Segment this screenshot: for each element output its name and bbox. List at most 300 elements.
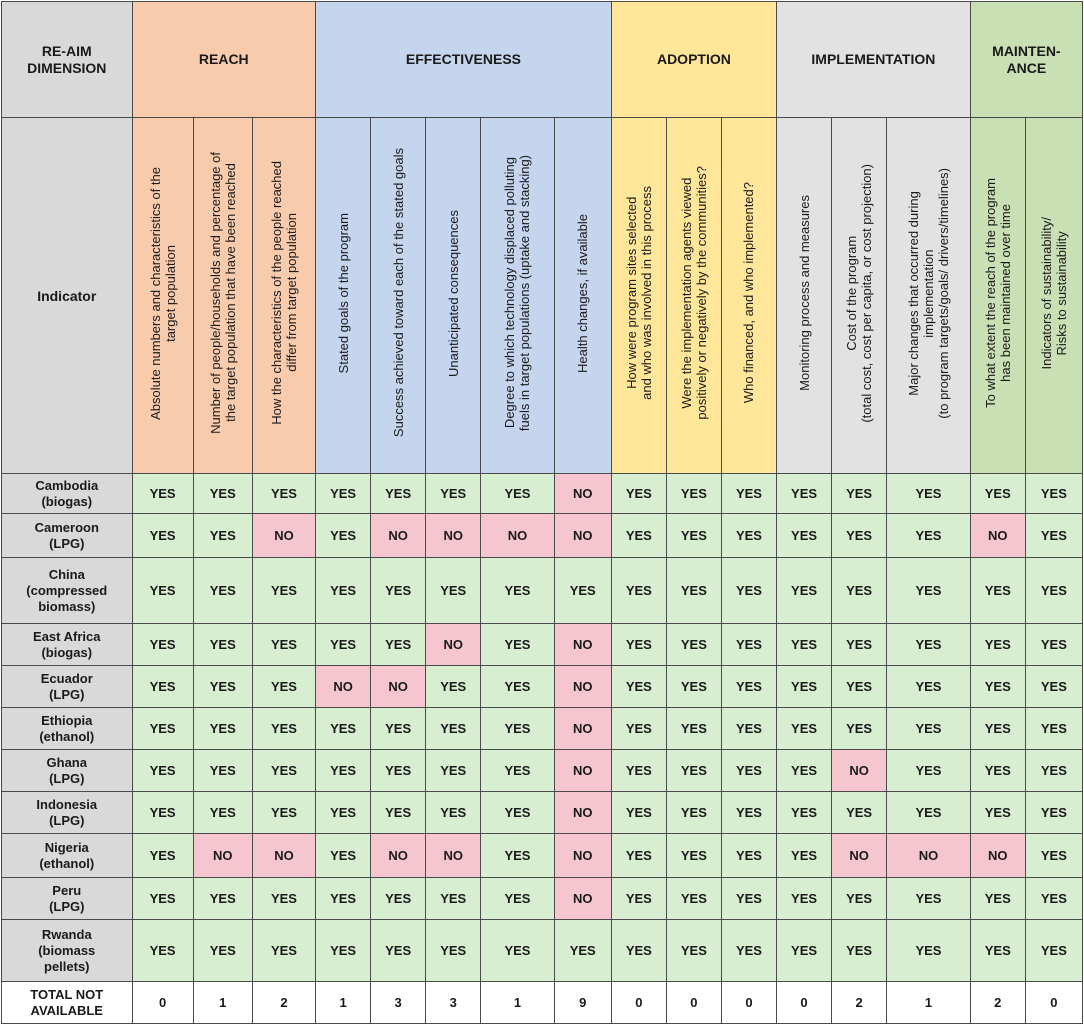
yes-cell: YES	[832, 792, 887, 834]
yes-cell: YES	[132, 834, 193, 878]
yes-cell: YES	[132, 708, 193, 750]
yes-cell: YES	[666, 834, 721, 878]
yes-cell: YES	[481, 834, 554, 878]
category-label: ADOPTION	[656, 51, 731, 67]
no-cell: NO	[554, 514, 611, 558]
indicator-header	[666, 118, 721, 474]
indicator-header	[132, 118, 193, 474]
yes-cell: YES	[777, 474, 832, 514]
table-row	[2, 514, 1083, 558]
no-cell: NO	[554, 624, 611, 666]
yes-cell: YES	[666, 624, 721, 666]
no-cell: NO	[554, 666, 611, 708]
yes-cell: YES	[252, 474, 315, 514]
yes-cell: YES	[371, 878, 426, 920]
yes-cell: YES	[970, 750, 1025, 792]
yes-cell: YES	[887, 514, 971, 558]
text-line: Absolute numbers and characteristics of the	[147, 166, 163, 420]
text-line: the target population that have been reached	[222, 163, 238, 423]
indicator-header	[316, 118, 371, 474]
yes-cell: YES	[252, 750, 315, 792]
total-cell: 1	[193, 982, 252, 1024]
total-cell: 0	[1025, 982, 1082, 1024]
yes-cell: YES	[970, 920, 1025, 982]
yes-cell: YES	[252, 624, 315, 666]
category-label: IMPLEMENTATION	[811, 51, 936, 67]
text-line: Success achieved toward each of the stated goals	[390, 148, 406, 438]
yes-cell: YES	[132, 474, 193, 514]
text-line: (ethanol)	[39, 728, 95, 744]
country-label	[2, 708, 133, 750]
yes-cell: YES	[481, 920, 554, 982]
table-row	[2, 878, 1083, 920]
yes-cell: YES	[316, 708, 371, 750]
yes-cell: YES	[666, 708, 721, 750]
yes-cell: YES	[721, 750, 776, 792]
total-cell: 3	[426, 982, 481, 1024]
indicator-text	[446, 210, 461, 377]
yes-cell: YES	[426, 878, 481, 920]
table-row	[2, 474, 1083, 514]
yes-cell: YES	[193, 624, 252, 666]
category-implementation	[777, 2, 971, 118]
text-line: Cost of the program	[844, 235, 860, 351]
no-cell: NO	[316, 666, 371, 708]
no-cell: NO	[832, 750, 887, 792]
indicator-text	[1039, 217, 1069, 369]
no-cell: NO	[554, 474, 611, 514]
yes-cell: YES	[132, 920, 193, 982]
yes-cell: YES	[970, 792, 1025, 834]
yes-cell: YES	[611, 878, 666, 920]
yes-cell: YES	[832, 708, 887, 750]
total-cell: 0	[132, 982, 193, 1024]
text-line: China	[48, 566, 85, 582]
text-line: Peru	[52, 882, 82, 898]
indicator-header	[481, 118, 554, 474]
yes-cell: YES	[252, 792, 315, 834]
total-cell: 0	[666, 982, 721, 1024]
yes-cell: YES	[371, 792, 426, 834]
no-cell: NO	[554, 834, 611, 878]
text-line: has been maintained over time	[997, 204, 1013, 382]
yes-cell: YES	[832, 624, 887, 666]
yes-cell: YES	[777, 558, 832, 624]
text-line: East Africa	[33, 628, 101, 644]
yes-cell: YES	[611, 624, 666, 666]
yes-cell: YES	[777, 834, 832, 878]
no-cell: NO	[193, 834, 252, 878]
indicator-header-row	[2, 118, 1083, 474]
yes-cell: YES	[193, 792, 252, 834]
category-mainten-ance	[970, 2, 1082, 118]
text-line: positively or negatively by the communities?	[693, 166, 709, 420]
indicator-text	[336, 213, 351, 373]
yes-cell: YES	[777, 624, 832, 666]
text-line: (total cost, cost per capita, or cost projection)	[859, 163, 875, 423]
indicator-text	[906, 168, 951, 419]
yes-cell: YES	[666, 514, 721, 558]
dimension-header-label	[2, 2, 133, 118]
text-line: (compressed	[26, 582, 108, 598]
yes-cell: YES	[252, 558, 315, 624]
dimension-label: RE-AIM DIMENSION	[27, 42, 107, 76]
yes-cell: YES	[316, 878, 371, 920]
yes-cell: YES	[611, 750, 666, 792]
no-cell: NO	[252, 514, 315, 558]
category-reach	[132, 2, 316, 118]
yes-cell: YES	[426, 750, 481, 792]
indicator-header	[371, 118, 426, 474]
yes-cell: YES	[721, 792, 776, 834]
yes-cell: YES	[132, 750, 193, 792]
text-line: (ethanol)	[39, 855, 95, 871]
text-line: (LPG)	[49, 898, 85, 914]
text-line: and who was involved in this process	[638, 186, 654, 400]
yes-cell: YES	[132, 558, 193, 624]
no-cell: NO	[481, 514, 554, 558]
total-cell: 9	[554, 982, 611, 1024]
country-label	[2, 558, 133, 624]
yes-cell: YES	[132, 514, 193, 558]
yes-cell: YES	[1025, 878, 1082, 920]
indicator-header	[970, 118, 1025, 474]
no-cell: NO	[371, 514, 426, 558]
yes-cell: YES	[611, 474, 666, 514]
table-row	[2, 666, 1083, 708]
text-line: Who financed, and who implemented?	[741, 182, 757, 404]
yes-cell: YES	[970, 878, 1025, 920]
table-row	[2, 624, 1083, 666]
country-label	[2, 792, 133, 834]
yes-cell: YES	[777, 708, 832, 750]
text-line: pellets)	[44, 958, 90, 974]
yes-cell: YES	[832, 558, 887, 624]
yes-cell: YES	[666, 792, 721, 834]
yes-cell: YES	[611, 708, 666, 750]
text-line: TOTAL NOT	[30, 986, 104, 1002]
indicator-header	[1025, 118, 1082, 474]
no-cell: NO	[426, 624, 481, 666]
table-row	[2, 834, 1083, 878]
yes-cell: YES	[721, 920, 776, 982]
yes-cell: YES	[721, 514, 776, 558]
indicator-header	[832, 118, 887, 474]
yes-cell: YES	[721, 624, 776, 666]
no-cell: NO	[371, 834, 426, 878]
yes-cell: YES	[132, 792, 193, 834]
country-label	[2, 474, 133, 514]
country-label	[2, 624, 133, 666]
category-label: MAINTEN-ANCE	[992, 42, 1061, 76]
yes-cell: YES	[426, 708, 481, 750]
category-adoption	[611, 2, 776, 118]
indicator-text	[844, 164, 874, 423]
total-not-available-label	[2, 982, 133, 1024]
yes-cell: YES	[193, 750, 252, 792]
yes-cell: YES	[193, 920, 252, 982]
yes-cell: YES	[316, 474, 371, 514]
text-line: Rwanda	[41, 926, 92, 942]
yes-cell: YES	[887, 708, 971, 750]
yes-cell: YES	[193, 708, 252, 750]
yes-cell: YES	[611, 792, 666, 834]
yes-cell: YES	[481, 474, 554, 514]
yes-cell: YES	[1025, 624, 1082, 666]
no-cell: NO	[426, 514, 481, 558]
yes-cell: YES	[371, 624, 426, 666]
no-cell: NO	[887, 834, 971, 878]
indicator-header	[554, 118, 611, 474]
yes-cell: YES	[887, 666, 971, 708]
yes-cell: YES	[426, 792, 481, 834]
text-line: How were program sites selected	[623, 196, 639, 390]
text-line: Unanticipated consequences	[445, 209, 461, 377]
indicator-text	[624, 186, 654, 400]
yes-cell: YES	[970, 666, 1025, 708]
yes-cell: YES	[316, 514, 371, 558]
yes-cell: YES	[316, 920, 371, 982]
no-cell: NO	[970, 834, 1025, 878]
yes-cell: YES	[426, 474, 481, 514]
table-row	[2, 920, 1083, 982]
text-line: implementation	[920, 248, 936, 338]
text-line: AVAILABLE	[30, 1002, 103, 1018]
indicator-header	[721, 118, 776, 474]
table-row	[2, 792, 1083, 834]
yes-cell: YES	[252, 708, 315, 750]
yes-cell: YES	[252, 666, 315, 708]
yes-cell: YES	[371, 558, 426, 624]
yes-cell: YES	[1025, 666, 1082, 708]
yes-cell: YES	[371, 708, 426, 750]
yes-cell: YES	[721, 708, 776, 750]
yes-cell: YES	[132, 624, 193, 666]
yes-cell: YES	[832, 514, 887, 558]
text-line: Indicators of sustainability/	[1038, 216, 1054, 370]
yes-cell: YES	[371, 750, 426, 792]
no-cell: NO	[426, 834, 481, 878]
category-label: REACH	[198, 51, 249, 67]
yes-cell: YES	[887, 750, 971, 792]
yes-cell: YES	[426, 558, 481, 624]
total-cell: 2	[832, 982, 887, 1024]
text-line: (LPG)	[49, 535, 85, 551]
yes-cell: YES	[481, 878, 554, 920]
text-line: (biomass	[38, 942, 96, 958]
yes-cell: YES	[1025, 474, 1082, 514]
category-effectiveness	[316, 2, 612, 118]
yes-cell: YES	[316, 750, 371, 792]
re-aim-table	[1, 1, 1083, 1024]
yes-cell: YES	[721, 878, 776, 920]
yes-cell: YES	[316, 834, 371, 878]
yes-cell: YES	[193, 666, 252, 708]
yes-cell: YES	[777, 920, 832, 982]
text-line: Monitoring process and measures	[796, 195, 812, 391]
yes-cell: YES	[666, 920, 721, 982]
yes-cell: YES	[721, 474, 776, 514]
total-cell: 1	[316, 982, 371, 1024]
yes-cell: YES	[316, 558, 371, 624]
no-cell: NO	[371, 666, 426, 708]
yes-cell: YES	[721, 558, 776, 624]
yes-cell: YES	[777, 514, 832, 558]
yes-cell: YES	[832, 878, 887, 920]
text-line: (biogas)	[41, 493, 93, 509]
total-cell: 3	[371, 982, 426, 1024]
yes-cell: YES	[666, 474, 721, 514]
indicator-header-label	[2, 118, 133, 474]
yes-cell: YES	[611, 920, 666, 982]
table-row	[2, 558, 1083, 624]
country-label	[2, 834, 133, 878]
indicator-header	[777, 118, 832, 474]
indicator-text	[679, 166, 709, 420]
yes-cell: YES	[721, 666, 776, 708]
yes-cell: YES	[777, 878, 832, 920]
yes-cell: YES	[316, 624, 371, 666]
indicator-header	[611, 118, 666, 474]
indicator-text	[502, 155, 532, 431]
text-line: Degree to which technology displaced polluting	[502, 157, 518, 429]
yes-cell: YES	[481, 792, 554, 834]
total-cell: 2	[252, 982, 315, 1024]
yes-cell: YES	[426, 920, 481, 982]
yes-cell: YES	[1025, 834, 1082, 878]
no-cell: NO	[832, 834, 887, 878]
yes-cell: YES	[252, 878, 315, 920]
indicator-text	[208, 152, 238, 434]
yes-cell: YES	[666, 878, 721, 920]
text-line: Ethiopia	[41, 712, 93, 728]
yes-cell: YES	[887, 474, 971, 514]
text-line: Cambodia	[35, 477, 99, 493]
indicator-text	[983, 178, 1013, 408]
text-line: How the characteristics of the people reached	[268, 161, 284, 425]
text-line: To what extent the reach of the program	[982, 178, 998, 408]
text-line: Major changes that occurred during	[905, 190, 921, 396]
total-cell: 0	[777, 982, 832, 1024]
yes-cell: YES	[970, 474, 1025, 514]
total-cell: 0	[721, 982, 776, 1024]
yes-cell: YES	[371, 920, 426, 982]
text-line: Indonesia	[36, 796, 98, 812]
indicator-text	[148, 167, 178, 420]
total-cell: 0	[611, 982, 666, 1024]
yes-cell: YES	[1025, 514, 1082, 558]
yes-cell: YES	[481, 666, 554, 708]
indicator-text	[741, 182, 756, 403]
yes-cell: YES	[666, 558, 721, 624]
yes-cell: YES	[777, 750, 832, 792]
no-cell: NO	[970, 514, 1025, 558]
yes-cell: YES	[1025, 792, 1082, 834]
yes-cell: YES	[611, 834, 666, 878]
text-line: Were the implementation agents viewed	[678, 177, 694, 409]
yes-cell: YES	[193, 558, 252, 624]
yes-cell: YES	[721, 834, 776, 878]
text-line: Ecuador	[40, 670, 93, 686]
yes-cell: YES	[193, 878, 252, 920]
indicator-text	[391, 148, 406, 437]
country-label	[2, 750, 133, 792]
yes-cell: YES	[481, 708, 554, 750]
table-row	[2, 708, 1083, 750]
yes-cell: YES	[832, 474, 887, 514]
text-line: Risks to sustainability	[1053, 230, 1069, 356]
table-row	[2, 750, 1083, 792]
no-cell: NO	[252, 834, 315, 878]
no-cell: NO	[554, 750, 611, 792]
text-line: Number of people/households and percentage of	[207, 152, 223, 434]
indicator-text	[269, 161, 299, 425]
yes-cell: YES	[193, 514, 252, 558]
yes-cell: YES	[887, 792, 971, 834]
yes-cell: YES	[666, 666, 721, 708]
no-cell: NO	[554, 792, 611, 834]
yes-cell: YES	[777, 792, 832, 834]
yes-cell: YES	[193, 474, 252, 514]
dimension-header-row	[2, 2, 1083, 118]
country-label	[2, 920, 133, 982]
yes-cell: YES	[666, 750, 721, 792]
total-cell: 2	[970, 982, 1025, 1024]
yes-cell: YES	[481, 558, 554, 624]
yes-cell: YES	[611, 558, 666, 624]
text-line: Ghana	[46, 754, 87, 770]
yes-cell: YES	[970, 558, 1025, 624]
indicator-header	[252, 118, 315, 474]
text-line: (LPG)	[49, 812, 85, 828]
yes-cell: YES	[887, 878, 971, 920]
text-line: Nigeria	[44, 839, 89, 855]
yes-cell: YES	[554, 558, 611, 624]
yes-cell: YES	[554, 920, 611, 982]
indicator-header	[426, 118, 481, 474]
indicator-header	[887, 118, 971, 474]
yes-cell: YES	[481, 624, 554, 666]
yes-cell: YES	[316, 792, 371, 834]
yes-cell: YES	[887, 920, 971, 982]
total-cell: 1	[887, 982, 971, 1024]
yes-cell: YES	[887, 624, 971, 666]
total-cell: 1	[481, 982, 554, 1024]
text-line: Health changes, if available	[575, 213, 591, 373]
country-label	[2, 666, 133, 708]
yes-cell: YES	[887, 558, 971, 624]
text-line: biomass)	[38, 598, 96, 614]
country-label	[2, 878, 133, 920]
no-cell: NO	[554, 708, 611, 750]
yes-cell: YES	[481, 750, 554, 792]
text-line: (LPG)	[49, 686, 85, 702]
text-line: (LPG)	[49, 770, 85, 786]
yes-cell: YES	[132, 666, 193, 708]
text-line: target population	[162, 244, 178, 342]
yes-cell: YES	[132, 878, 193, 920]
text-line: (biogas)	[41, 644, 93, 660]
yes-cell: YES	[1025, 708, 1082, 750]
indicator-header	[193, 118, 252, 474]
category-label: EFFECTIVENESS	[405, 51, 521, 67]
yes-cell: YES	[611, 514, 666, 558]
text-line: differ from target population	[283, 213, 299, 373]
yes-cell: YES	[371, 474, 426, 514]
yes-cell: YES	[252, 920, 315, 982]
text-line: Stated goals of the program	[335, 212, 351, 374]
text-line: fuels in target populations (uptake and stacking)	[517, 154, 533, 432]
